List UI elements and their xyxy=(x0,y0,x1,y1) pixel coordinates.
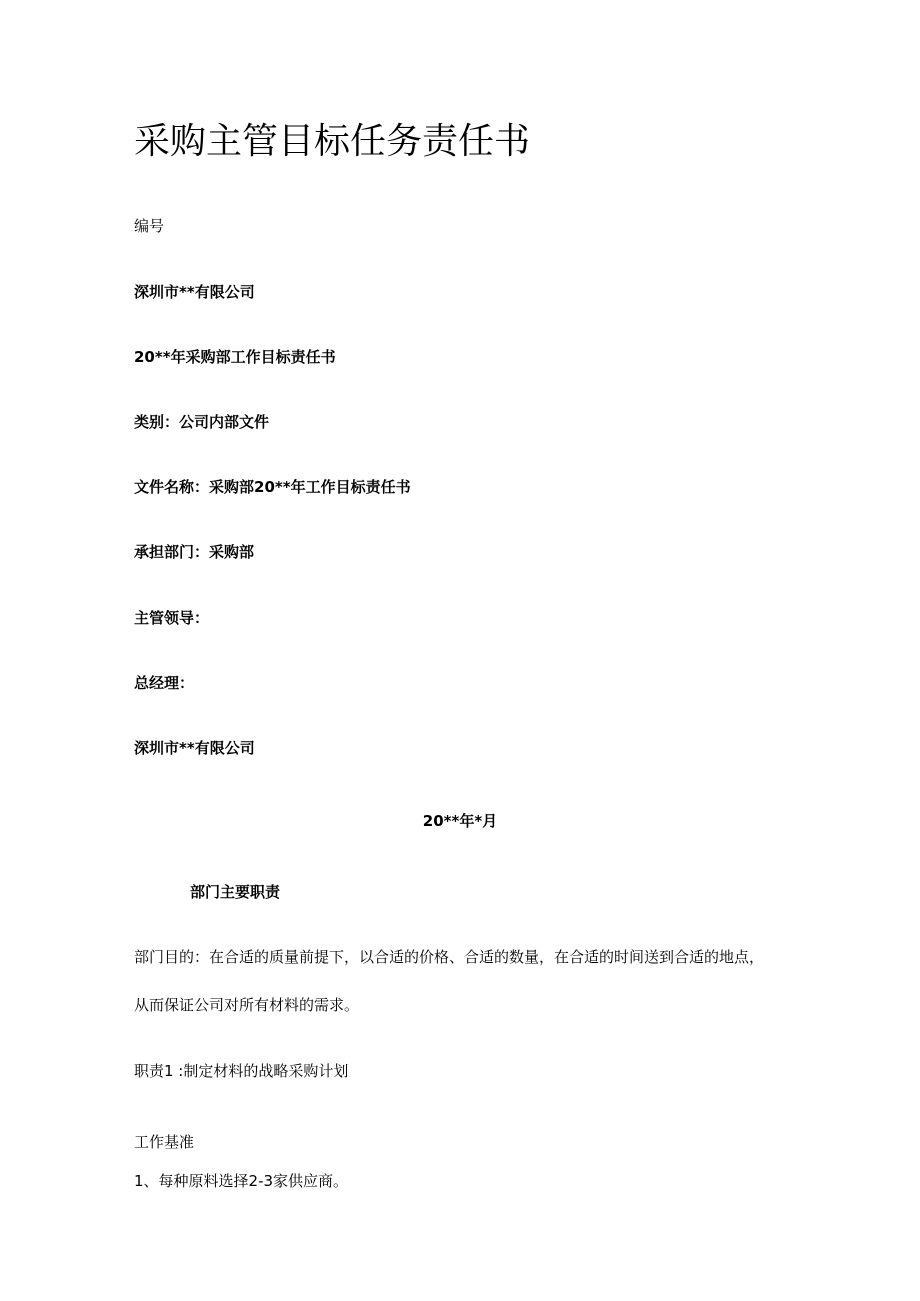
standard-item-1: 1、每种原料选择2-3家供应商。 xyxy=(134,1172,349,1190)
general-manager-line: 总经理： xyxy=(134,674,195,692)
department-purpose: 部门目的：在合适的质量前提下，以合适的价格、合适的数量，在合适的时间送到合适的地点，从而保证公司对所有材料的需求。 xyxy=(134,948,765,1014)
category-line: 类别：公司内部文件 xyxy=(134,413,270,431)
document-title: 采购主管目标任务责任书 xyxy=(134,121,531,162)
department-line: 承担部门：采购部 xyxy=(134,543,255,561)
company-name-footer: 深圳市**有限公司 xyxy=(134,739,255,757)
file-name-line: 文件名称：采购部20**年工作目标责任书 xyxy=(134,478,411,496)
supervisor-line: 主管领导： xyxy=(134,609,210,627)
number-label: 编号 xyxy=(134,217,165,235)
section-title: 部门主要职责 xyxy=(190,883,281,901)
work-standard-heading: 工作基准 xyxy=(134,1133,195,1151)
document-heading: 20**年采购部工作目标责任书 xyxy=(134,348,336,366)
duty-1: 职责1 :制定材料的战略采购计划 xyxy=(134,1062,349,1080)
company-name: 深圳市**有限公司 xyxy=(134,283,255,301)
document-date: 20**年*月 xyxy=(422,812,498,830)
